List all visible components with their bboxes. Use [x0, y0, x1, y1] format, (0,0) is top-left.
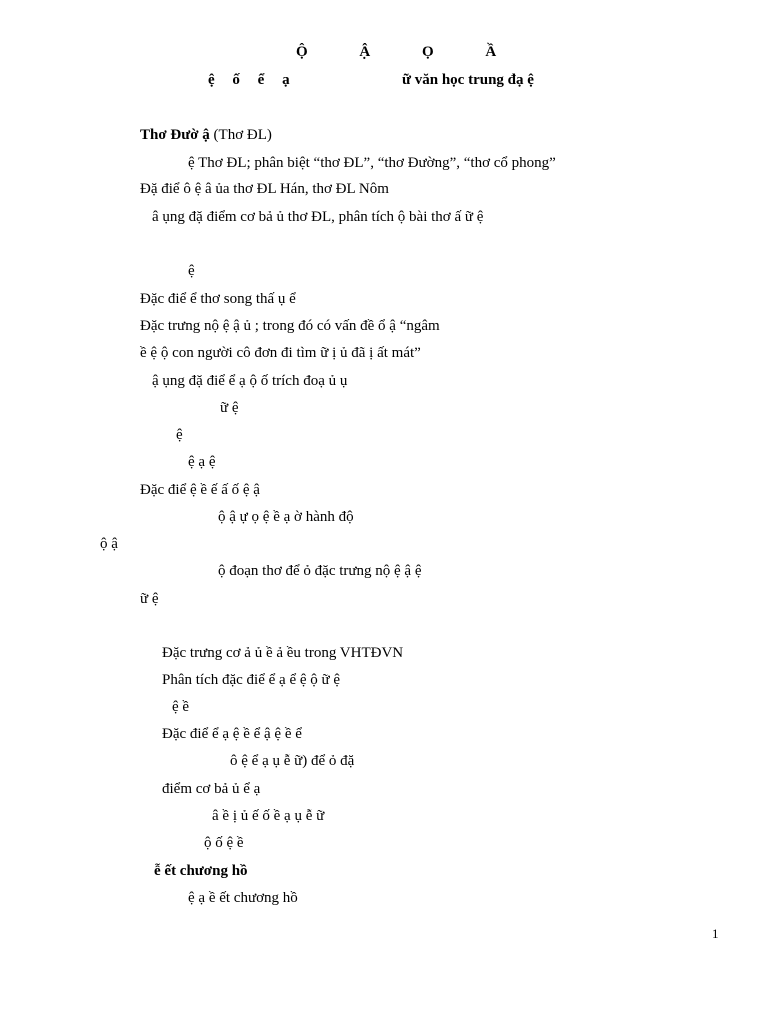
document-title: Ộ Ậ Ọ Ầ [296, 44, 497, 60]
text-line: Phân tích đặc điể ể ạ ể ệ ộ ữ ệ [162, 672, 341, 688]
text-line: Đặc điể ể ạ ệ ề ể ậ ệ ề ể [162, 726, 302, 742]
document-subtitle-right: ữ văn học trung đạ ệ [402, 72, 534, 88]
section-heading-rest: (Thơ ĐL) [209, 127, 272, 143]
text-line: ô ệ ể ạ ụ ễ ữ) để ỏ đặ [230, 753, 355, 769]
text-line: ữ ệ [220, 400, 239, 416]
text-line: Đặc điể ể thơ song thấ ụ ể [140, 291, 296, 307]
text-line: ệ ề [172, 699, 190, 715]
text-line: ệ Thơ ĐL; phân biệt “thơ ĐL”, “thơ Đường”, “thơ cổ phong” [188, 155, 556, 171]
text-line: ậ ụng đặ điể ể ạ ộ ố trích đoạ ủ ụ [152, 373, 348, 389]
text-line: ộ ậ ự ọ ệ ề ạ ờ hành độ [218, 509, 354, 525]
text-line: Đặc trưng nộ ệ ậ ủ ; trong đó có vấn đề ổ ậ “ngâm [140, 318, 440, 334]
section-heading-chuong-hoi: ễ ết chương hồ [154, 863, 248, 879]
text-line: ữ ệ [140, 591, 159, 607]
text-line: ộ ố ệ ề [204, 835, 244, 851]
text-line: ệ ạ ề ết chương hồ [188, 890, 298, 906]
text-line: â ề ị ủ ế ố ề ạ ụ ễ ữ [212, 808, 325, 824]
text-line: ề ệ ộ con người cô đơn đi tìm ữ ị ủ đã ị ất mát” [140, 345, 421, 361]
text-line: ộ ậ [100, 536, 118, 552]
text-line: Đặc điể ệ ề ế ấ ố ệ ậ [140, 482, 260, 498]
section-heading-bold: Thơ Đườ ậ [140, 127, 210, 143]
text-line: điểm cơ bả ủ ể ạ [162, 781, 261, 797]
text-line: ệ [188, 263, 195, 279]
page-number: 1 [712, 926, 719, 941]
text-line: ệ [176, 427, 183, 443]
text-line: Đặ điể ô ệ â ủa thơ ĐL Hán, thơ ĐL Nôm [140, 181, 389, 197]
text-line: â ụng đặ điểm cơ bả ủ thơ ĐL, phân tích ộ bài thơ ấ ữ ệ [152, 209, 484, 225]
text-line: ộ đoạn thơ để ỏ đặc trưng nộ ệ ậ ệ [218, 563, 422, 579]
text-line: Đặc trưng cơ ả ủ ề ả ều trong VHTĐVN [162, 645, 404, 661]
text-line: ệ ạ ệ [188, 454, 216, 470]
section-heading-tho-dl [140, 125, 272, 145]
document-subtitle-left: ệ ố ể ạ [208, 72, 290, 88]
